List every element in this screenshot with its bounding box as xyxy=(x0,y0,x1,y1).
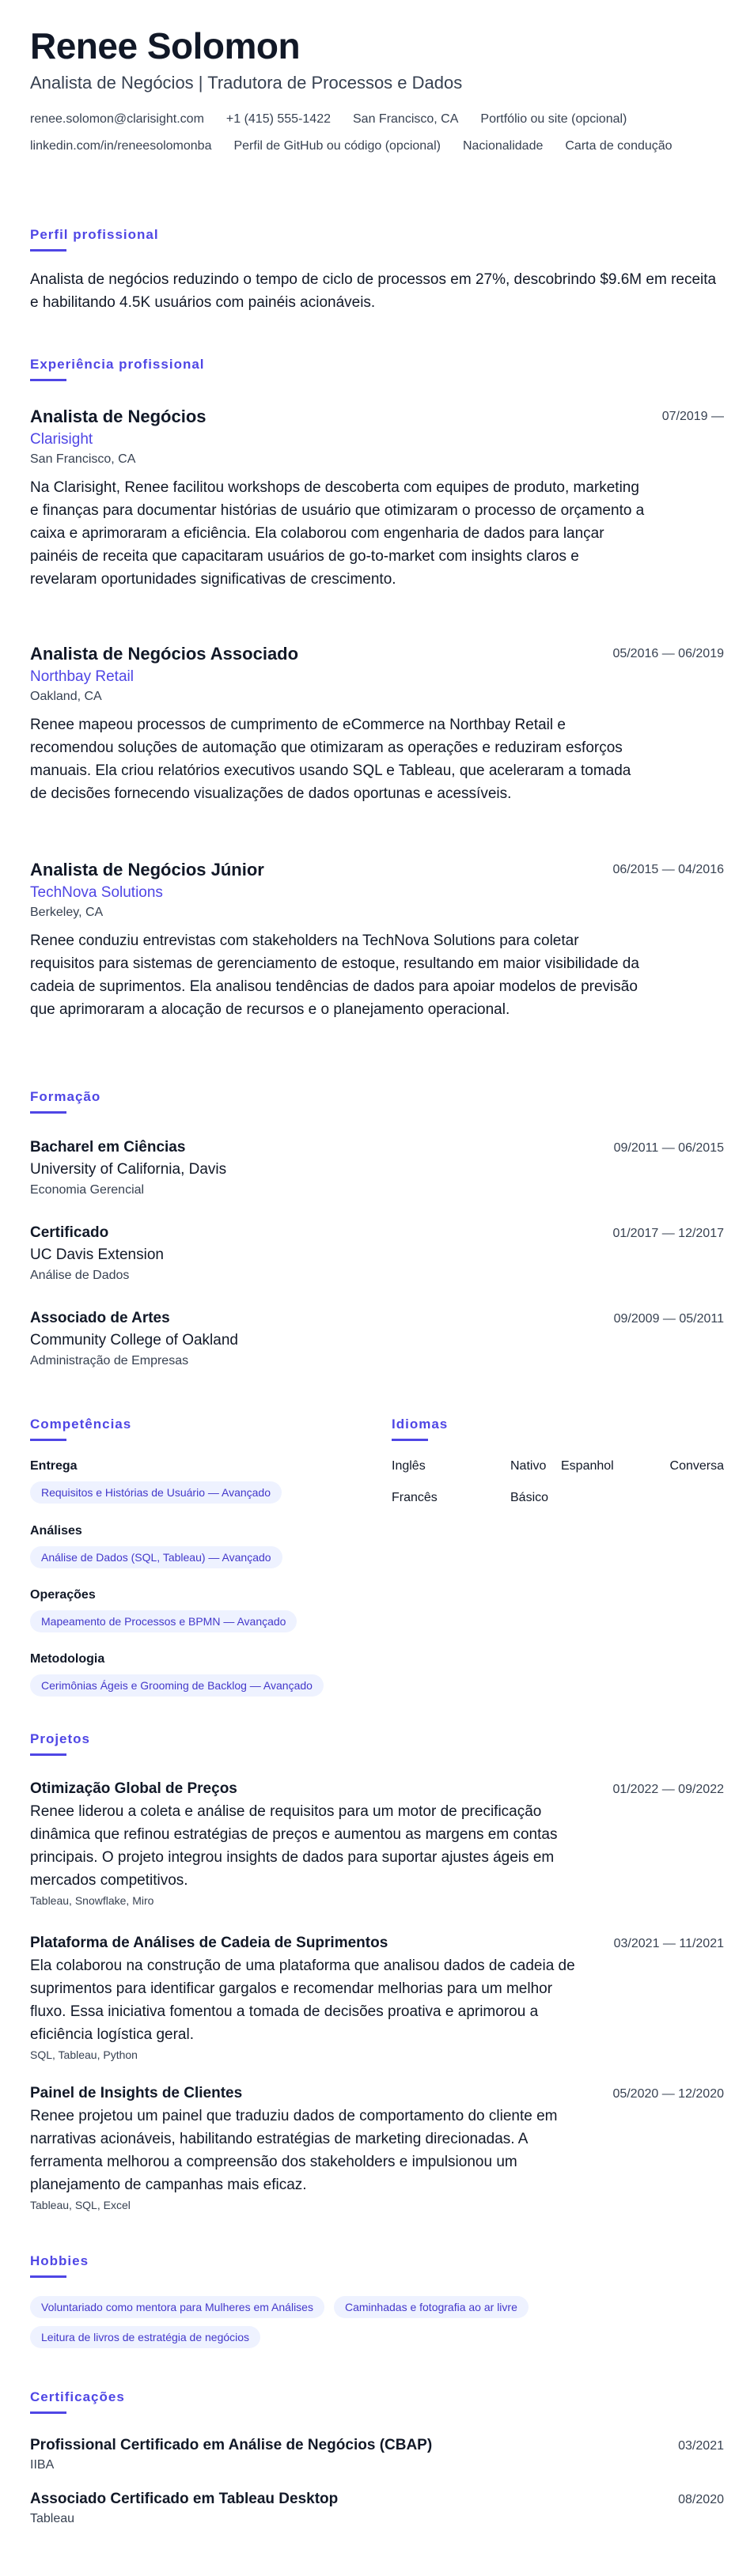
language-name: Francês xyxy=(392,1491,438,1504)
language-row xyxy=(392,1458,724,1475)
certification-issuer: Tableau xyxy=(30,2512,75,2525)
education-dates: 09/2011 — 06/2015 xyxy=(613,1141,724,1155)
job-title: Analista de Negócios Associado xyxy=(30,644,299,664)
project-dates: 01/2022 — 09/2022 xyxy=(612,1783,724,1796)
project-title: Painel de Insights de Clientes xyxy=(30,2085,243,2101)
section-divider xyxy=(30,1753,66,1756)
section-heading-hobbies: Hobbies xyxy=(30,2253,89,2268)
contact-portfolio[interactable]: Portfólio ou site (opcional) xyxy=(480,112,627,126)
job-description: Renee conduziu entrevistas com stakeholders na TechNova Solutions para coletar requisitos para sistemas de gerenciamento de estoque, resultando em maior visibilidade da cadeia de suprimentos. Ela analisou tendências de dados para apoiar modelos de previsão que aprimoraram a alocação de recursos e o planejamento operacional. xyxy=(30,932,639,1018)
language-row xyxy=(392,1489,724,1507)
project-tech: SQL, Tableau, Python xyxy=(30,2048,138,2061)
section-divider xyxy=(30,2275,66,2278)
hobby-chip: Voluntariado como mentora para Mulheres em Análises xyxy=(30,2296,324,2318)
section-heading-languages: Idiomas xyxy=(392,1417,449,1432)
section-divider xyxy=(30,379,66,381)
job-location: San Francisco, CA xyxy=(30,452,136,466)
skill-group xyxy=(30,1458,362,1504)
language-list xyxy=(392,1458,724,1521)
job-dates: 06/2015 — 04/2016 xyxy=(612,863,724,876)
education-dates: 09/2009 — 05/2011 xyxy=(613,1312,724,1326)
section-heading-certifications: Certificações xyxy=(30,2389,125,2404)
job-location: Berkeley, CA xyxy=(30,906,104,919)
section-divider xyxy=(392,1439,428,1441)
contact-linkedin[interactable]: linkedin.com/in/reneesolomonba xyxy=(30,139,212,153)
section-heading-summary: Perfil profissional xyxy=(30,227,159,242)
skill-chip: Mapeamento de Processos e BPMN — Avançado xyxy=(30,1610,297,1632)
job-entry xyxy=(30,858,724,1021)
section-divider xyxy=(30,1111,66,1114)
contact-phone[interactable]: +1 (415) 555-1422 xyxy=(225,112,331,126)
certification-entry xyxy=(30,2434,724,2474)
education-school: University of California, Davis xyxy=(30,1161,227,1178)
contact-driving-license: Carta de condução xyxy=(565,139,673,153)
job-title: Analista de Negócios xyxy=(30,407,206,426)
education-field: Economia Gerencial xyxy=(30,1183,145,1197)
section-heading-skills: Competências xyxy=(30,1417,132,1432)
project-entry xyxy=(30,1932,724,2063)
project-tech: Tableau, Snowflake, Miro xyxy=(30,1894,154,1907)
contact-email[interactable]: renee.solomon@clarisight.com xyxy=(30,112,204,126)
job-description: Na Clarisight, Renee facilitou workshops de descoberta com equipes de produto, marketing e finanças para documentar histórias de usuário que otimizaram o processo de orçamento a caixa e aprimoraram a eficiência. Ela colaborou com engenharia de dados para lançar painéis de receita que capacitaram usuários de go-to-market com insights claros e revelaram oportunidades significativas de crescimento. xyxy=(30,479,645,588)
education-degree: Certificado xyxy=(30,1224,109,1241)
hobby-chip: Caminhadas e fotografia ao ar livre xyxy=(334,2296,529,2318)
project-dates: 05/2020 — 12/2020 xyxy=(612,2087,724,2101)
skill-category: Entrega xyxy=(30,1459,78,1473)
education-school: UC Davis Extension xyxy=(30,1246,164,1263)
section-heading-education: Formação xyxy=(30,1089,101,1104)
project-description: Renee projetou um painel que traduziu dados de comportamento do cliente em narrativas acionáveis, habilitando estratégias de marketing direcionadas. A ferramenta melhorou a compreensão dos stakeholders e impulsionou um planejamento de campanhas mais eficaz. xyxy=(30,2108,558,2193)
education-field: Administração de Empresas xyxy=(30,1354,189,1367)
language-name: Espanhol xyxy=(561,1459,614,1473)
certification-name: Associado Certificado em Tableau Desktop xyxy=(30,2491,339,2507)
certification-date: 03/2021 xyxy=(678,2439,724,2453)
skill-chip: Análise de Dados (SQL, Tableau) — Avançado xyxy=(30,1546,282,1568)
language-level: Nativo xyxy=(510,1459,547,1473)
certification-date: 08/2020 xyxy=(678,2493,724,2506)
skill-category: Metodologia xyxy=(30,1652,105,1666)
contact-location: San Francisco, CA xyxy=(353,112,459,126)
summary-text: Analista de negócios reduzindo o tempo de ciclo de processos em 27%, descobrindo $9.6M em receita e habilitando 4.5K usuários com painéis acionáveis. xyxy=(30,271,717,311)
job-dates: 07/2019 — xyxy=(661,410,724,423)
job-company: Northbay Retail xyxy=(30,668,134,685)
project-tech: Tableau, SQL, Excel xyxy=(30,2199,131,2211)
skill-chip: Cerimônias Ágeis e Grooming de Backlog — Avançado xyxy=(30,1674,324,1697)
project-description: Ela colaborou na construção de uma plataforma que analisou dados de cadeia de suprimentos para identificar gargalos e recomendar melhorias para um melhor fluxo. Essa iniciativa fomentou a tomada de decisões proativa e aprimorou a eficiência logística geral. xyxy=(30,1958,575,2043)
project-description: Renee liderou a coleta e análise de requisitos para um motor de precificação dinâmica que refinou estratégias de preços e aumentou as margens em contas principais. O projeto integrou insights de dados para suportar ajustes ágeis em mercados competitivos. xyxy=(30,1803,558,1889)
job-entry xyxy=(30,405,724,591)
education-dates: 01/2017 — 12/2017 xyxy=(612,1227,724,1240)
candidate-headline: Analista de Negócios | Tradutora de Processos e Dados xyxy=(30,73,463,93)
education-entry xyxy=(30,1307,724,1371)
skill-chip: Requisitos e Histórias de Usuário — Avançado xyxy=(30,1481,282,1504)
project-entry xyxy=(30,1778,724,1909)
job-dates: 05/2016 — 06/2019 xyxy=(612,647,724,660)
project-entry xyxy=(30,2082,724,2214)
certification-issuer: IIBA xyxy=(30,2458,55,2472)
skill-group xyxy=(30,1651,362,1697)
certification-entry xyxy=(30,2488,724,2528)
language-level: Básico xyxy=(510,1491,549,1504)
skill-category: Análises xyxy=(30,1524,82,1538)
education-degree: Bacharel em Ciências xyxy=(30,1139,186,1156)
job-company: TechNova Solutions xyxy=(30,884,163,901)
skill-category: Operações xyxy=(30,1588,96,1602)
education-field: Análise de Dados xyxy=(30,1269,130,1282)
education-school: Community College of Oakland xyxy=(30,1332,238,1349)
job-location: Oakland, CA xyxy=(30,690,102,703)
project-title: Otimização Global de Preços xyxy=(30,1780,237,1797)
section-divider xyxy=(30,1439,66,1441)
contact-nationality: Nacionalidade xyxy=(462,139,544,153)
section-divider xyxy=(30,2411,66,2414)
education-entry xyxy=(30,1222,724,1285)
hobby-chip: Leitura de livros de estratégia de negócios xyxy=(30,2326,260,2348)
education-entry xyxy=(30,1137,724,1200)
project-dates: 03/2021 — 11/2021 xyxy=(613,1937,724,1950)
skill-group xyxy=(30,1587,362,1632)
project-title: Plataforma de Análises de Cadeia de Suprimentos xyxy=(30,1935,388,1951)
section-divider xyxy=(30,249,66,252)
contact-github[interactable]: Perfil de GitHub ou código (opcional) xyxy=(233,139,441,153)
language-name: Inglês xyxy=(392,1459,426,1473)
section-heading-projects: Projetos xyxy=(30,1731,91,1746)
certification-name: Profissional Certificado em Análise de Negócios (CBAP) xyxy=(30,2437,433,2453)
hobby-list xyxy=(30,2296,584,2348)
job-title: Analista de Negócios Júnior xyxy=(30,860,264,879)
job-entry xyxy=(30,642,724,805)
skill-group xyxy=(30,1523,362,1568)
section-heading-experience: Experiência profissional xyxy=(30,357,205,372)
education-degree: Associado de Artes xyxy=(30,1310,170,1326)
job-company: Clarisight xyxy=(30,431,93,448)
job-description: Renee mapeou processos de cumprimento de eCommerce na Northbay Retail e recomendou soluções de automação que otimizaram as operações e reduziram esforços manuais. Ela criou relatórios executivos usando SQL e Tableau, que aceleraram a tomada de decisões fornecendo visualizações de dados oportunas e acessíveis. xyxy=(30,717,631,802)
contact-list xyxy=(30,111,726,155)
candidate-name: Renee Solomon xyxy=(30,25,301,66)
language-level: Conversa xyxy=(669,1459,724,1473)
